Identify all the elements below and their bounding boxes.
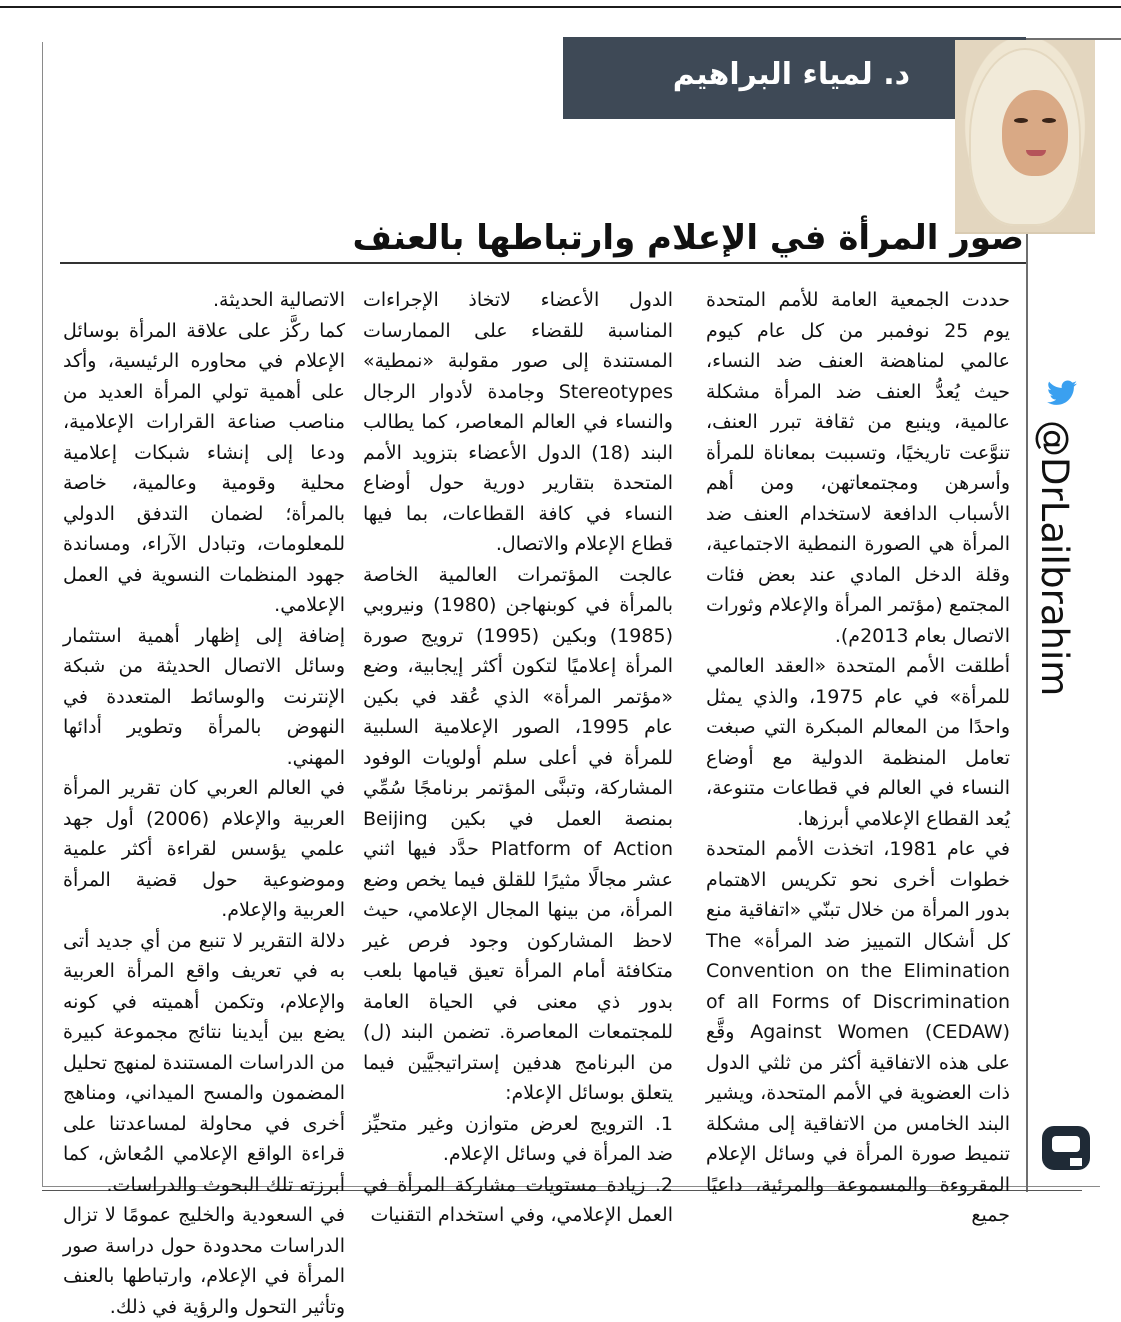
publication-logo-icon: [1036, 1118, 1096, 1178]
title-rule: [60, 262, 1026, 264]
paragraph: كما ركَّز على علاقة المرأة بوسائل الإعلام في محاوره الرئيسية، وأكد على أهمية تولي المرأة العديد من مناصب صناعة القرارات الإعلامية، ودعا إلى إنشاء شبكات إعلامية محلية وقومية وعالمية، خاصة بالمرأة؛ لضمان التدفق الدولي للمعلومات، وتبادل الآراء، ومساندة جهود المنظمات النسوية في العمل الإعلامي.: [63, 319, 345, 616]
twitter-bird-icon[interactable]: [1047, 380, 1077, 406]
author-photo: [955, 40, 1095, 234]
paragraph: دلالة التقرير لا تنبع من أي جديد أتى به في تعريف واقع المرأة العربية والإعلام، وتكمن أهميته في كونه يضع بين أيدينا نتائج مجموعة كبيرة من الدراسات المستندة لمنهج تحليل المضمون والمسح الميداني، ومناهج أخرى في محاولة لمساعدتنا على قراءة الواقع الإعلامي المُعاش، كما أبرزته تلك البحوث والدراسات.: [63, 929, 345, 1196]
paragraph: في عام 1981، اتخذت الأمم المتحدة خطوات أخرى نحو تكريس الاهتمام بدور المرأة من خلال تبنّي «اتفاقية منع كل أشكال التمييز ضد المرأة» The Convention on the Elimination of all Forms of Discrimination Against Women (CEDAW) وقَّع على هذه الاتفاقية أكثر من ثلثي الدول ذات العضوية في الأمم المتحدة، ويشير البند الخامس من الاتفاقية إلى مشكلة تنميط صورة المرأة في وسائل الإعلام المقروءة والمسموعة والمرئية، داعيًا جميع: [706, 838, 1011, 1226]
paragraph: إضافة إلى إظهار أهمية استثمار وسائل الاتصال الحديثة من شبكة الإنترنت والوسائط المتعددة في النهوض بالمرأة وتطوير أدائها المهني.: [63, 624, 345, 769]
paragraph: الاتصالية الحديثة.: [213, 289, 345, 311]
paragraph: أطلقت الأمم المتحدة «العقد العالمي للمرأة» في عام 1975، والذي يمثل واحدًا من المعالم المبكرة التي صبغت تعامل المنظمة الدولية مع أوضاع النساء في العالم في قطاعات متنوعة، يُعد القطاع الإعلامي أبرزها.: [706, 655, 1010, 830]
article-column-3: [63, 285, 345, 1318]
paragraph: الدول الأعضاء لاتخاذ الإجراءات المناسبة للقضاء على الممارسات المستندة إلى صور مقولبة «نمطية» Stereotypes وجامدة لأدوار الرجال والنساء في العالم المعاصر، كما يطالب البند (18) الدول الأعضاء بتزويد الأمم المتحدة بتقارير دورية حول أوضاع النساء في كافة القطاعات، بما فيها قطاع الإعلام والاتصال.: [363, 289, 673, 555]
article-column-1: [706, 285, 1011, 1226]
paragraph: عالجت المؤتمرات العالمية الخاصة بالمرأة في كوبنهاجن (1980) ونيروبي (1985) وبكين (1995) ترويج صورة المرأة إعلاميًا لتكون أكثر إيجابية، وضع «مؤتمر المرأة» الذي عُقد في بكين عام 1995، الصور الإعلامية السلبية للمرأة في أعلى سلم أولويات الوفود المشاركة، وتبنَّى المؤتمر برنامجًا سُمِّي بمنصة العمل في بكين Beijing Platform of Action حدَّد فيها اثني عشر مجالًا مثيرًا للقلق فيما يخص وضع المرأة، من بينها المجال الإعلامي، حيث لاحظ المشاركون وجود فرص غير متكافئة أمام المرأة تعيق قيامها بلعب بدور ذي معنى في الحياة العامة للمجتمعات المعاصرة. تضمن البند (ل) من البرنامج هدفين إستراتيجيَّين فيما يتعلق بوسائل الإعلام:: [363, 563, 674, 1104]
paragraph: حددت الجمعية العامة للأمم المتحدة يوم 25 نوفمبر من كل عام كيوم عالمي لمناهضة العنف ضد النساء، حيث يُعدُّ العنف ضد المرأة مشكلة عالمية، وينبع من ثقافة تبرر العنف، تنوَّعت تاريخيًا، وتسببت بمعاناة للمرأة وأسرهن ومجتمعاتهن، ومن أهم الأسباب الدافعة لاستخدام العنف ضد المرأة هي الصورة النمطية الاجتماعية، وقلة الدخل المادي عند بعض فئات المجتمع (مؤتمر المرأة والإعلام وثورات الاتصال بعام 2013م).: [706, 289, 1010, 647]
article-title: صور المرأة في الإعلام وارتباطها بالعنف: [352, 218, 1024, 258]
paragraph: في السعودية والخليج عمومًا لا تزال الدراسات محدودة حول دراسة صور المرأة في الإعلام، وارتباطها بالعنف وتأثير التحول والرؤية في ذلك.: [63, 1204, 345, 1318]
top-rule: [0, 6, 1121, 8]
list-item: 2. زيادة مستويات مشاركة المرأة في العمل الإعلامي، وفي استخدام التقنيات: [363, 1173, 673, 1226]
paragraph: في العالم العربي كان تقرير المرأة العربية والإعلام (2006) أول جهد علمي يؤسس لقراءة أكثر علمية وموضوعية حول قضية المرأة العربية والإعلام.: [63, 777, 345, 921]
article-column-2: [363, 285, 674, 1226]
twitter-handle[interactable]: @DrLaiIbrahim: [1033, 420, 1076, 697]
list-item: 1. الترويج لعرض متوازن وغير متحيِّز ضد المرأة في وسائل الإعلام.: [363, 1112, 673, 1165]
author-name: د. لمياء البراهيم: [672, 57, 910, 92]
